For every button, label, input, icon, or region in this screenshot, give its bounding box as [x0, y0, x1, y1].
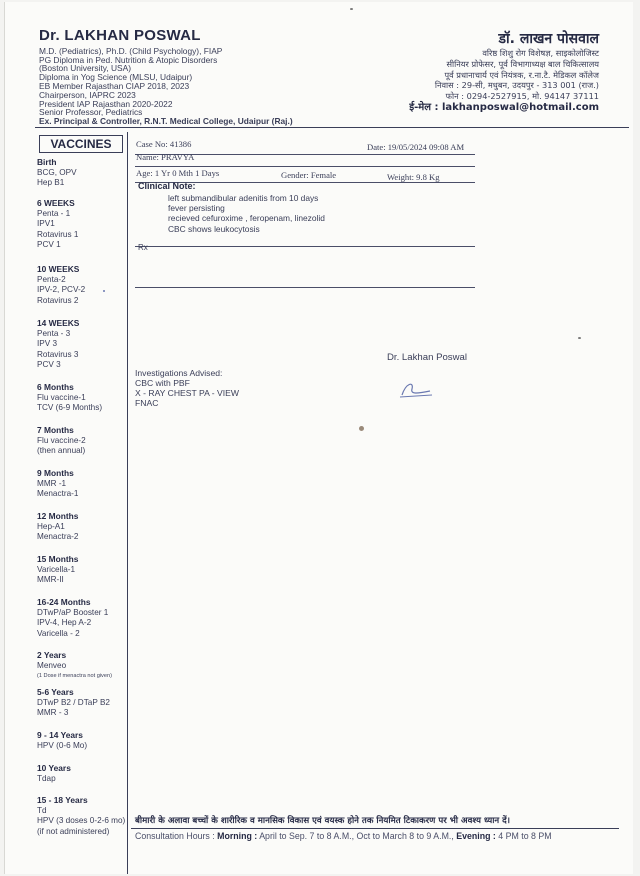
vaccine-heading: 2 Years: [37, 650, 67, 660]
rule-line: [135, 166, 475, 167]
scan-speck: [350, 8, 353, 10]
clinical-note-title: Clinical Note:: [138, 181, 196, 191]
vaccine-item: Penta - 3: [37, 328, 71, 338]
vaccine-heading: 9 - 14 Years: [37, 730, 83, 740]
vaccine-group-9-months: [37, 468, 78, 500]
vaccine-group-9-14-years: [37, 730, 87, 751]
vaccine-item: HPV (0-6 Mo): [37, 740, 88, 750]
vaccine-item: IPV1: [37, 219, 55, 229]
vaccine-heading: 15 - 18 Years: [37, 795, 88, 805]
hindi-phone: फोन : 0294-2527915, मो. 94147 37111: [445, 90, 599, 101]
vaccine-item: Rotavirus 2: [37, 295, 79, 305]
header-english: [39, 28, 293, 126]
vaccine-group-7-months: [37, 425, 86, 457]
vaccine-group-15-18-years: [37, 795, 125, 837]
vaccine-item: IPV-2, PCV-2: [37, 285, 86, 295]
vaccine-item: TCV (6-9 Months): [37, 403, 103, 413]
clinical-note: [168, 193, 325, 234]
qualification-line: Senior Professor, Pediatrics: [39, 107, 143, 118]
vaccine-group-12-months: [37, 511, 78, 543]
vaccine-sidebar: [31, 132, 128, 874]
vaccine-group-6-months: [37, 382, 102, 414]
vaccine-item: Varicella - 2: [37, 628, 80, 638]
qualification-line: M.D. (Pediatrics), Ph.D. (Child Psychology), FIAP: [39, 45, 223, 56]
vaccine-item: PCV 1: [37, 240, 61, 250]
investigation-item: FNAC: [135, 398, 159, 408]
morning-label: Morning :: [217, 831, 258, 841]
vaccine-item: Varicella-1: [37, 564, 76, 574]
vaccine-item: Rotavirus 1: [37, 229, 79, 239]
footer-hindi-note: बीमारी के अलावा बच्चों के शारीरिक व मानसिक विकास एवं वयस्क होने तक नियमित टिकाकरण पर भी अवश्य ध्यान दें।: [135, 816, 510, 826]
vaccine-group-10-years: [37, 763, 71, 784]
vaccine-item: DTwP B2 / DTaP B2: [37, 697, 110, 707]
scan-speck: [103, 290, 105, 292]
scan-speck: [578, 337, 581, 339]
vaccine-heading: 9 Months: [37, 468, 74, 478]
case-number: Case No: 41386: [136, 139, 192, 149]
position-line: Ex. Principal & Controller, R.N.T. Medical College, Udaipur (Raj.): [39, 116, 293, 127]
qualification-line: Chairperson, IAPRC 2023: [39, 89, 136, 100]
patient-weight: Weight: 9.8 Kg: [387, 172, 440, 182]
qualification-line: (Boston University, USA): [39, 63, 131, 74]
signature-scribble: [396, 379, 436, 401]
consult-label: Consultation Hours :: [135, 831, 218, 841]
hindi-line: पूर्व प्रधानाचार्य एवं नियंत्रक, र.ना.टै. मेडिकल कॉलेज: [444, 69, 599, 80]
rule-line: [135, 246, 475, 247]
signature-name: Dr. Lakhan Poswal: [387, 352, 467, 363]
vaccine-group-14-weeks: [37, 318, 79, 371]
clinical-note-line: fever persisting: [168, 203, 225, 214]
vaccine-item: Penta-2: [37, 274, 66, 284]
vaccine-item: (if not administered): [37, 826, 110, 836]
evening-hours: 4 PM to 8 PM: [495, 831, 552, 841]
vaccine-item: (then annual): [37, 446, 86, 456]
vaccine-note: (1 Dose if menactra not given): [37, 673, 112, 680]
vaccine-heading: 12 Months: [37, 511, 79, 521]
vaccine-item: IPV-4, Hep A-2: [37, 618, 92, 628]
visit-date: Date: 19/05/2024 09:08 AM: [367, 142, 465, 152]
vaccine-group-birth: [37, 157, 77, 189]
patient-gender: Gender: Female: [281, 170, 337, 180]
clinical-note-line: left submandibular adenitis from 10 days: [168, 193, 319, 203]
clinical-note-line: recieved cefuroxime , feropenam, linezolid: [168, 213, 325, 224]
vaccine-item: Flu vaccine-1: [37, 392, 86, 402]
vaccine-heading: 6 Months: [37, 382, 74, 392]
vaccine-item: MMR -1: [37, 478, 67, 488]
vaccine-item: MMR-II: [37, 575, 64, 585]
investigation-item: X - RAY CHEST PA - VIEW: [135, 388, 239, 398]
vaccine-group-10-weeks: [37, 264, 85, 306]
hindi-line: सीनियर प्रोफेसर, पूर्व विभागाध्यक्ष बाल चिकित्सालय: [446, 58, 599, 69]
header-hindi: [409, 30, 599, 114]
scan-speck: [359, 426, 364, 431]
morning-hours: April to Sep. 7 to 8 A.M., Oct to March 8 to 9 A.M.,: [257, 831, 457, 841]
vaccine-item: Menactra-2: [37, 532, 79, 542]
vaccine-item: Menactra-1: [37, 489, 79, 499]
vaccine-item: Hep B1: [37, 178, 65, 188]
vaccine-group-15-months: [37, 554, 78, 586]
vaccine-heading: 7 Months: [37, 425, 74, 435]
vaccine-item: Flu vaccine-2: [37, 435, 86, 445]
prescription-page: [4, 2, 633, 874]
qualification-line: President IAP Rajasthan 2020-2022: [39, 98, 173, 109]
doctor-name: Dr. LAKHAN POSWAL: [39, 27, 201, 44]
vaccine-group-2-years: [37, 650, 112, 682]
rule-line: [135, 287, 475, 288]
vaccine-item: MMR - 3: [37, 708, 69, 718]
consultation-hours: [135, 831, 552, 841]
qualification-line: PG Diploma in Ped. Nutrition & Atopic Disorders: [39, 54, 218, 65]
investigations: [135, 368, 239, 408]
vaccine-item: PCV 3: [37, 360, 61, 370]
qualification-line: EB Member Rajasthan CIAP 2018, 2023: [39, 81, 190, 91]
investigation-item: CBC with PBF: [135, 378, 190, 388]
investigations-title: Investigations Advised:: [135, 368, 223, 378]
vaccine-heading: 5-6 Years: [37, 687, 74, 697]
email: ई-मेल : lakhanposwal@hotmail.com: [409, 102, 599, 114]
vaccine-group-6-weeks: [37, 198, 78, 251]
vaccine-item: Tdap: [37, 773, 56, 783]
qualification-line: Diploma in Yog Science (MLSU, Udaipur): [39, 72, 193, 83]
vaccine-heading: 16-24 Months: [37, 597, 91, 607]
vaccine-item: Hep-A1: [37, 521, 65, 531]
vaccine-item: DTwP/aP Booster 1: [37, 607, 109, 617]
vaccine-item: Penta - 1: [37, 208, 71, 218]
vaccine-item: Menveo: [37, 660, 67, 670]
vaccine-heading: 10 Years: [37, 763, 71, 773]
doctor-name-hindi: डॉ. लाखन पोसवाल: [498, 31, 599, 47]
evening-label: Evening :: [456, 831, 496, 841]
vaccine-item: BCG, OPV: [37, 167, 77, 177]
clinical-note-line: CBC shows leukocytosis: [168, 223, 260, 234]
vaccine-heading: 14 WEEKS: [37, 318, 80, 328]
vaccine-item: Rotavirus 3: [37, 349, 79, 359]
patient-name: Name: PRAVYA: [136, 152, 195, 162]
vaccine-group-5-6-years: [37, 687, 110, 719]
patient-age: Age: 1 Yr 0 Mth 1 Days: [136, 168, 220, 178]
hindi-address: निवास : 29-सी, मधुबन, उदयपुर - 313 001 (राज.): [434, 80, 599, 91]
prescription-body: [131, 132, 623, 874]
vaccine-item: IPV 3: [37, 339, 58, 349]
vaccine-item: HPV (3 doses 0-2-6 mo): [37, 816, 126, 826]
header-divider: [35, 127, 629, 128]
vaccine-heading: 10 WEEKS: [37, 264, 80, 274]
rx-label: Rx: [138, 243, 148, 252]
vaccine-heading: Birth: [37, 157, 57, 167]
footer-divider: [131, 828, 619, 829]
vaccine-heading: 15 Months: [37, 554, 79, 564]
vaccine-item: Td: [37, 805, 47, 815]
hindi-line: वरिष्ठ शिशु रोग विशेषज्ञ, साइकोलोजिस्ट: [482, 48, 599, 59]
vaccine-heading: 6 WEEKS: [37, 198, 75, 208]
vaccines-title: VACCINES: [39, 135, 123, 153]
vaccine-group-16-24-months: [37, 597, 108, 639]
